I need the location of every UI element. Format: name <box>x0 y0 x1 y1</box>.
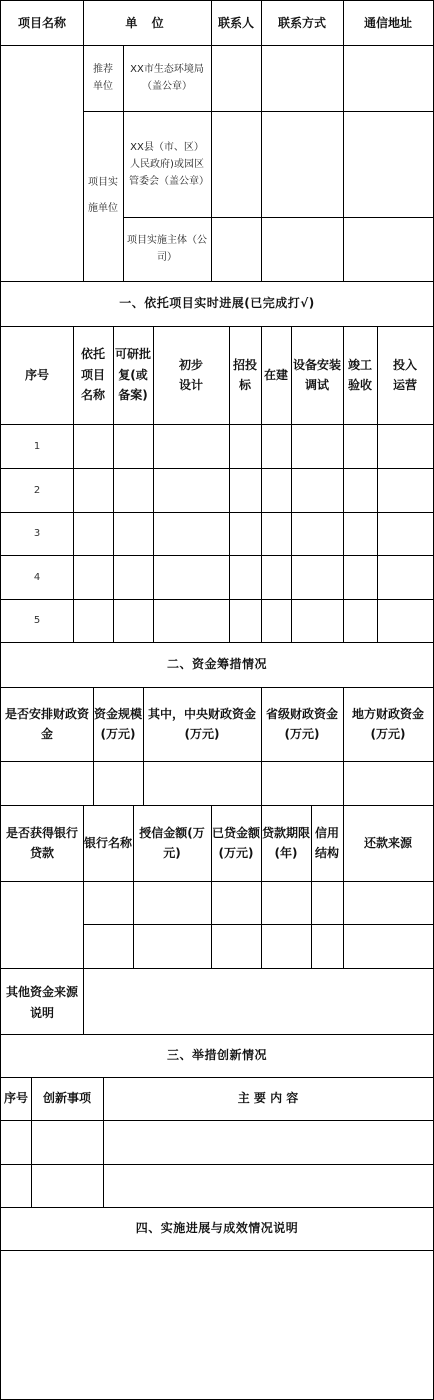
bank-header-term: 贷款期限(年) <box>262 825 311 860</box>
other-funding-label: 其他资金来源说明 <box>5 985 78 1020</box>
progress-row-number: 2 <box>33 484 41 496</box>
fiscal-header-scale: 资金规模(万元) <box>94 706 143 741</box>
progress-header-acceptance: 竣工验收 <box>347 357 372 392</box>
rule <box>1 761 433 762</box>
header-project-name: 项目名称 <box>17 15 66 30</box>
bank-header-loaned: 已贷金额(万元) <box>212 825 261 860</box>
bank-header-bank-name: 银行名称 <box>84 835 133 850</box>
fiscal-header-central: 其中，中央财政资金(万元) <box>147 706 256 741</box>
section-4-title: 四、实施进展与成效情况说明 <box>135 1221 299 1236</box>
progress-row-number: 1 <box>33 440 41 452</box>
impl-unit-main-value: 项目实施主体（公司） <box>127 235 207 263</box>
recommend-unit-value: XX市生态环境局（盖公章） <box>130 64 204 92</box>
section-2-title: 二、资金筹措情况 <box>166 657 267 672</box>
fiscal-header-provincial: 省级财政资金(万元) <box>265 706 338 741</box>
bank-header-repayment: 还款来源 <box>363 835 412 850</box>
bank-header-credit-structure: 信用结构 <box>314 825 339 860</box>
innovation-header-content: 主 要 内 容 <box>237 1091 299 1106</box>
progress-header-bidding: 招投标 <box>232 357 257 392</box>
fiscal-header-arranged: 是否安排财政资金 <box>4 706 89 741</box>
rule <box>1 1120 433 1121</box>
progress-row-number: 3 <box>33 528 41 539</box>
innovation-header-item: 创新事项 <box>42 1091 91 1106</box>
header-contact-method: 联系方式 <box>277 15 326 30</box>
fiscal-header-local: 地方财政资金(万元) <box>351 706 424 741</box>
bank-header-credit: 授信金额(万元) <box>139 825 205 860</box>
section-3-title: 三、举措创新情况 <box>166 1048 267 1063</box>
section-1-title: 一、依托项目实时进展(已完成打√) <box>119 296 315 311</box>
header-address: 通信地址 <box>363 15 412 30</box>
progress-header-operation: 投入运营 <box>392 357 417 392</box>
bank-header-loan: 是否获得银行贷款 <box>5 825 78 860</box>
rule <box>1 45 433 46</box>
progress-header-feasibility: 可研批复(或备案) <box>114 347 151 403</box>
innovation-header-no: 序号 <box>3 1091 28 1106</box>
progress-row-number: 4 <box>33 571 41 583</box>
header-contact-person: 联系人 <box>217 15 254 30</box>
rule <box>1 1164 433 1165</box>
progress-header-construction: 在建 <box>263 367 288 382</box>
progress-header-installation: 设备安装调试 <box>292 357 341 392</box>
recommend-unit-label: 推荐单位 <box>93 64 113 92</box>
explanation-area[interactable] <box>1 1251 433 1399</box>
impl-unit-gov-value: XX县（市、区）人民政府)或园区管委会（盖公章） <box>129 141 209 187</box>
progress-header-design: 初步设计 <box>178 357 203 392</box>
header-unit: 单 位 <box>125 15 169 30</box>
progress-row-number: 5 <box>33 615 41 626</box>
progress-header-no: 序号 <box>24 367 49 382</box>
progress-header-project: 依托项目名称 <box>80 347 105 403</box>
impl-unit-label: 项目实施单位 <box>88 177 118 214</box>
rule <box>83 924 433 925</box>
